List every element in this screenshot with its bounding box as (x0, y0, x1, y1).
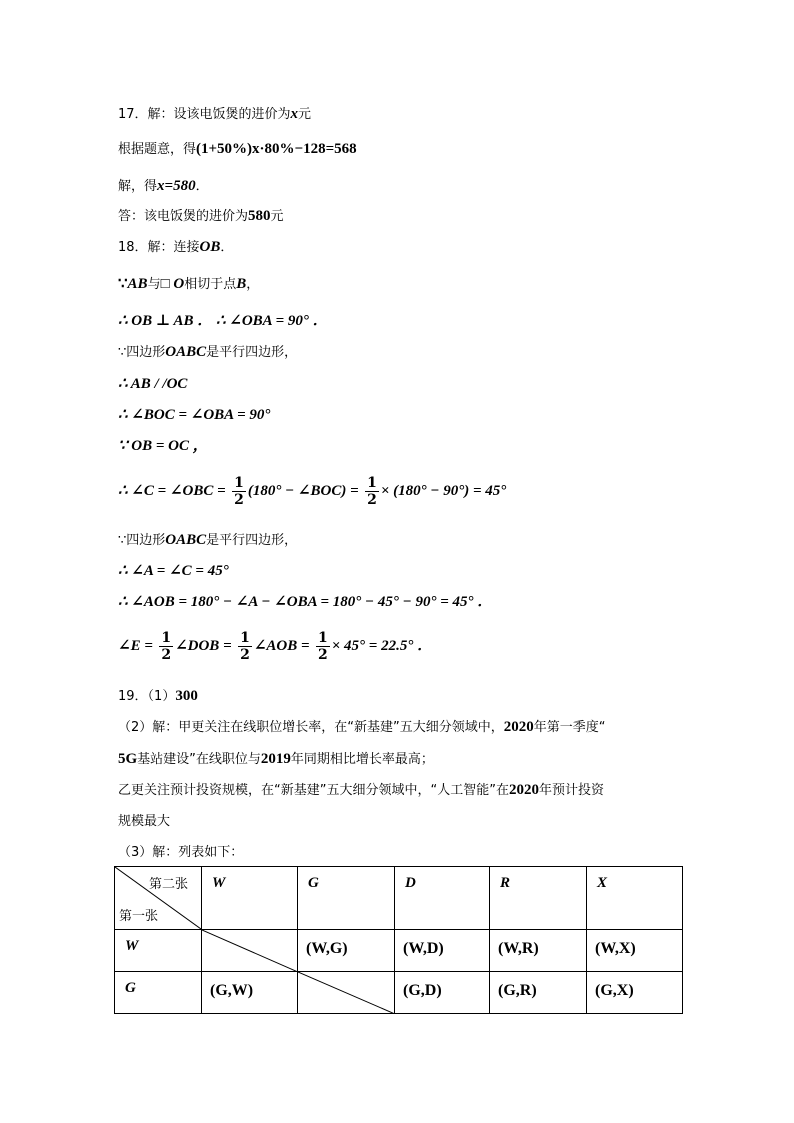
fraction-half: $\frac{1}{2}$ (240, 629, 250, 663)
q19-line2: （2）解：甲更关注在线职位增长率，在“新基建”五大细分领域中，2020年第一季度“ (118, 719, 606, 735)
q18-line6: ∴ ∠BOC = ∠OBA = 90° (118, 407, 271, 423)
q19-line3: 5G基站建设”在线职位与2019年同期相比增长率最高； (118, 751, 434, 767)
table-cell: (G,X) (587, 972, 683, 1014)
q17-line1: 17．解：设该电饭煲的进价为x元 (118, 106, 312, 122)
header-cell: R (490, 867, 587, 930)
cell-diagonal (298, 972, 395, 1014)
q18-line9: ∵四边形OABC是平行四边形， (118, 532, 298, 548)
cell-diagonal (202, 930, 298, 972)
q18-line1: 18．解：连接OB． (118, 239, 234, 255)
table-cell: (W,G) (298, 930, 395, 972)
q19-line6: （3）解：列表如下： (118, 845, 244, 860)
q17-line4: 答：该电饭煲的进价为580元 (118, 208, 284, 224)
fraction-half: $\frac{1}{2}$ (161, 629, 172, 663)
table-cell: (W,R) (490, 930, 587, 972)
table-cell: (G,W) (202, 972, 298, 1014)
q18-line8: ∴ ∠C = ∠OBC = $\frac{1}{2}$ (180° − ∠BOC) = $\frac{1}{2}$ × (180° − 90°) = 45° (118, 474, 507, 508)
q19-line4: 乙更关注预计投资规模，在“新基建”五大细分领域中，“人工智能”在2020年预计投资 (118, 782, 604, 798)
q18-line11: ∴ ∠AOB = 180° − ∠A − ∠OBA = 180° − 45° − 90° = 45° ． (118, 594, 493, 610)
header-cell: G (298, 867, 395, 930)
q17-line2: 根据题意，得(1+50%)x·80%−128=568 (118, 141, 357, 157)
row-label-cell: G (115, 972, 202, 1014)
q19-line5: 规模最大 (118, 814, 171, 829)
row-label-cell: W (115, 930, 202, 972)
q19-line1: 19．（1）300 (118, 688, 198, 704)
q17-line3: 解，得x=580． (118, 178, 209, 194)
table-cell: (W,D) (395, 930, 490, 972)
fraction-half: $\frac{1}{2}$ (367, 474, 377, 508)
header-cell: X (587, 867, 683, 930)
q18-line3: ∴ OB ⊥ AB ． ∴ ∠OBA = 90° ． (118, 313, 328, 329)
table-cell: (G,R) (490, 972, 587, 1014)
table-cell-empty (202, 930, 298, 972)
fraction-half: $\frac{1}{2}$ (318, 629, 328, 663)
table-cell-empty (298, 972, 395, 1014)
q18-line12: ∠E = $\frac{1}{2}$ ∠DOB = $\frac{1}{2}$ ∠AOB = $\frac{1}{2}$ × 45° = 22.5° ． (118, 629, 433, 663)
q18-line2: ∵AB与□ O相切于点B， (118, 276, 260, 292)
circle-symbol: □ (160, 276, 174, 292)
table-cell: (G,D) (395, 972, 490, 1014)
outcome-table (114, 866, 683, 1014)
q18-line4: ∵四边形OABC是平行四边形， (118, 344, 298, 360)
table-cell: (W,X) (587, 930, 683, 972)
q18-line10: ∴ ∠A = ∠C = 45° (118, 563, 229, 579)
q18-line5: ∴ AB / /OC (118, 376, 188, 392)
q18-line7: ∵ OB = OC ， (118, 438, 208, 454)
corner-cell: 第二张 第一张 (115, 867, 202, 930)
fraction-half: $\frac{1}{2}$ (234, 474, 244, 508)
header-cell: D (395, 867, 490, 930)
header-cell: W (202, 867, 298, 930)
